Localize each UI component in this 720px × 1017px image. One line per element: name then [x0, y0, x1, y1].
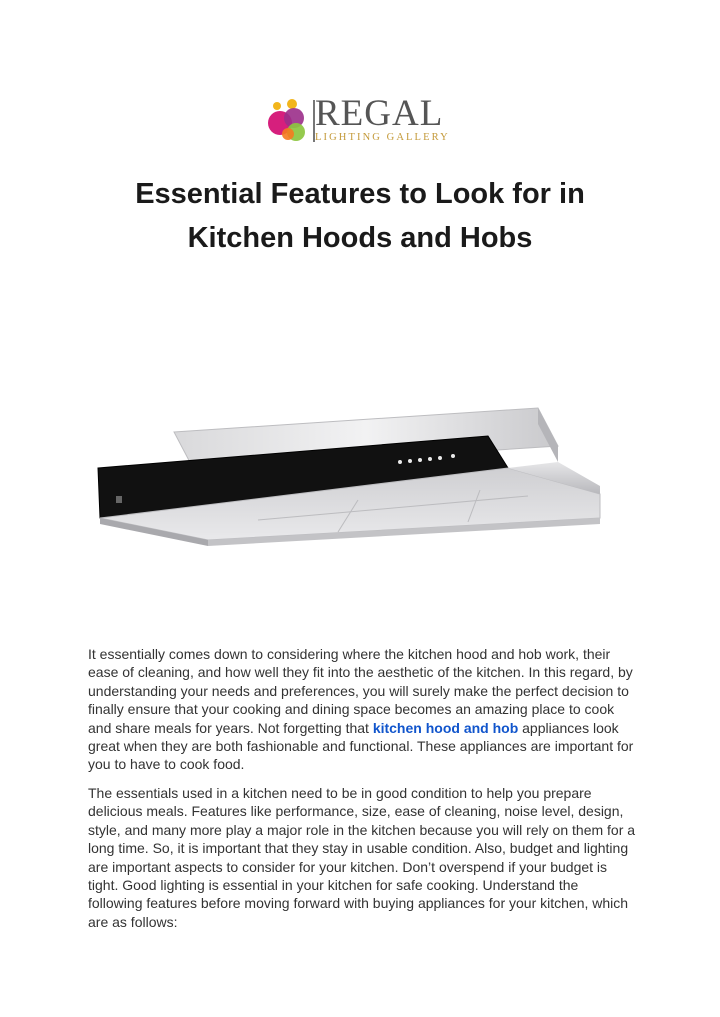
intro-text-before-link: It essentially comes down to considering where the kitchen hood and hob work, their ease of cleaning, and how well they fit into the aesthetic of the kitchen. In this regard, by understanding your needs and preferences, you will surely make the perfect decision to finally ensure that your cooking and dining space becomes an amazing place to cook and share meals for years. Not forgetting that — [88, 646, 633, 736]
title-line-2: Kitchen Hoods and Hobs — [187, 222, 533, 254]
kitchen-hood-and-hob-link[interactable]: kitchen hood and hob — [372, 719, 519, 736]
essentials-paragraph: The essentials used in a kitchen need to be in good condition to help you prepare delicious meals. Features like performance, size, ease of cleaning, noise level, design, style, and many more play a major role in the kitchen because you will rely on them for a long time. So, it is important that they stay in usable condition. Also, budget and lighting are important aspects to consider for your kitchen. Don’t overspend if your budget is tight. Good lighting is essential in your kitchen for safe cooking. Understand the following features before moving forward with buying appliances for your kitchen, which are as follows: — [88, 785, 636, 930]
page-title — [60, 172, 660, 260]
kitchen-hood-image — [88, 390, 616, 550]
logo-brand: REGAL — [315, 93, 444, 134]
intro-paragraph — [88, 645, 636, 774]
logo-mark-icon — [264, 96, 314, 148]
title-line-1: Essential Features to Look for in — [135, 178, 585, 210]
regal-logo — [264, 93, 464, 152]
intro-text-after-link: appliances look great when they are both fashionable and functional. These appliances are important for you to have to cook food. — [88, 719, 634, 773]
logo-subtitle: LIGHTING GALLERY — [315, 132, 450, 143]
